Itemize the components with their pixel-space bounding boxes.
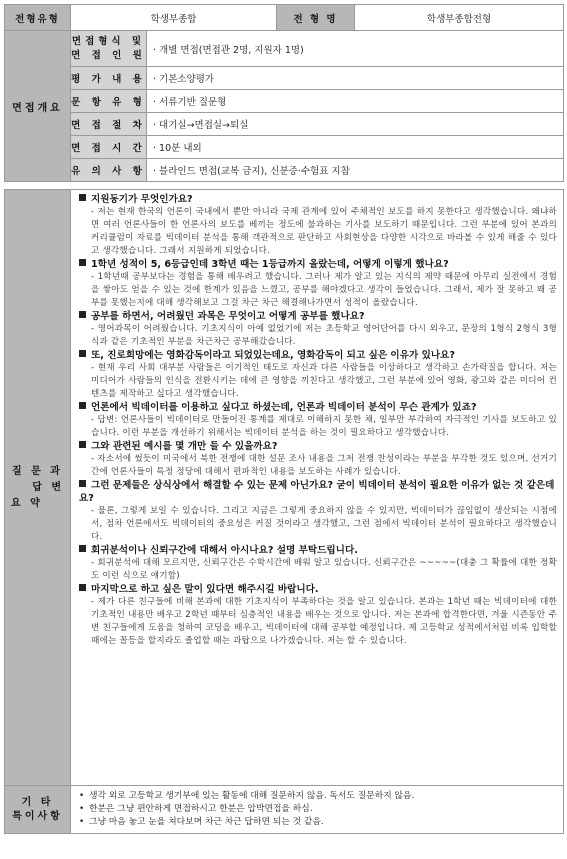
question — [79, 544, 557, 557]
notes-side-label-line: 기 타 — [21, 796, 54, 808]
overview-row-label-line: 면접형식 및 — [71, 35, 146, 47]
square-bullet-icon — [79, 402, 86, 409]
qa-item — [79, 479, 557, 544]
square-bullet-icon — [79, 259, 86, 266]
question-text: 1학년 성적이 5, 6등급인데 3학년 때는 1등급까지 올랐는데, 어떻게 이렇게 했나요? — [91, 259, 449, 270]
overview-row — [5, 90, 564, 113]
notes-row — [5, 786, 564, 834]
overview-row-label: 문 항 유 형 — [71, 90, 147, 113]
notes-content — [71, 786, 564, 834]
type-value: 학생부종합 — [71, 5, 277, 31]
square-bullet-icon — [79, 311, 86, 318]
question-text: 회귀분석이나 신뢰구간에 대해서 아시나요? 설명 부탁드립니다. — [91, 545, 358, 556]
note-text: 한분은 그냥 편안하게 면접하시고 한분은 압박면접을 하심. — [89, 804, 313, 814]
qa-item — [79, 440, 557, 479]
header-row — [5, 5, 564, 31]
square-bullet-icon — [79, 480, 86, 487]
note-item — [79, 816, 555, 829]
notes-side-label — [5, 786, 71, 834]
qa-item — [79, 544, 557, 583]
qa-item — [79, 349, 557, 401]
dot-bullet-icon: • — [79, 804, 85, 814]
overview-row-label: 면 접 시 간 — [71, 136, 147, 159]
square-bullet-icon — [79, 350, 86, 357]
question-text: 그와 관련된 예시를 몇 개만 들 수 있을까요? — [91, 441, 278, 452]
notes-side-label-line: 특이사항 — [12, 810, 63, 822]
answer: - 물론, 그렇게 보일 수 있습니다. 그리고 지금은 그렇게 중요하지 않을 수 있지만, 빅데이터가 끊임없이 생산되는 시점에서, 점차 언론에서도 빅데이터의 중요성은 커질 것이라고 생각했고, 그런 점에서 빅데이터 분석이 필요하다고 생각했습니다. — [91, 506, 558, 542]
question — [79, 258, 557, 271]
overview-row — [5, 113, 564, 136]
question-text: 마지막으로 하고 싶은 말이 있다면 해주시길 바랍니다. — [91, 584, 319, 595]
question — [79, 193, 557, 206]
qa-item — [79, 258, 557, 310]
question — [79, 401, 557, 414]
overview-side-label: 면접개요 — [5, 31, 71, 182]
overview-row-value: · 서류기반 질문형 — [147, 90, 564, 113]
overview-row-label-line: 면 접 인 원 — [71, 49, 146, 61]
qa-item — [79, 310, 557, 349]
qa-item — [79, 193, 557, 258]
name-value: 학생부종합전형 — [355, 5, 564, 31]
interview-record-sheet — [4, 4, 563, 834]
overview-row-label: 평 가 내 용 — [71, 67, 147, 90]
answer: - 제가 다른 친구들에 비해 본과에 대한 기초지식이 부족하다는 것을 알고 있습니다. 본과는 1학년 때는 빅데이터에 대한 기초적인 내용만 배우고 2학년 때부터 심층적인 내용을 배우는 것으로 압니다. 저는 본과에 합격한다면, 겨울 시즌동안 주변 친구들에게 도움을 청하여 코딩을 배우고, 빅데이터에 대해 공부할 예정입니다. 제 고등학교 성적에서처럼 비록 입학할 때에는 꼴등을 할지라도 졸업할 때는 과탑으로 나가겠습니다. 저는 할 수 있습니다. — [91, 597, 558, 646]
overview-row-value: · 대기실→면접실→퇴실 — [147, 113, 564, 136]
overview-row-label: 유 의 사 항 — [71, 159, 147, 182]
name-label: 전 형 명 — [277, 5, 355, 31]
answer: - 1학년때 공부보다는 경험을 통해 배우려고 했습니다. 그러나 제가 알고 있는 지식의 제약 때문에 아무리 실전에서 경험을 쌓아도 얻을 수 있는 것에 한계가 있음을 느꼈고, 공부를 해야겠다고 생각이 들었습니다. 그래서, 제가 잘 못하고 왜 공부를 못했는지에 대해 생각해보고 그걸 차근 차근 해결해나가면서 성적이 올랐습니다. — [91, 272, 558, 308]
answer: - 회귀분석에 대해 모르지만, 신뢰구간은 수학시간에 배워 알고 있습니다. 신뢰구간은 ~~~~~(대충 그 확률에 대한 정확도 이런 식으로 얘기함) — [91, 558, 558, 581]
answer: - 답변: 언론사들이 빅데이터로 만들어진 통계를 제대로 이해하지 못한 채, 일부만 부각하여 자극적인 기사를 보도하고 있습니다. 이런 부분을 개선하기 위해서는 빅데이터 분석을 하는 것이 필요하다고 생각했습니다. — [91, 415, 558, 438]
overview-row — [5, 67, 564, 90]
note-item — [79, 803, 555, 816]
spacer — [5, 182, 564, 190]
answer: - 현재 우리 사회 대부분 사람들은 이기적인 태도로 자신과 다른 사람들을 이상하다고 생각하고 손가락질을 합니다. 저는 미디어가 사람들의 인식을 전환시키는 데에 큰 영향을 끼친다고 생각했고, 그런 부분에 있어 영화, 광고와 같은 미디어 컨텐츠를 제작하고 싶다고 생각했습니다. — [91, 363, 558, 399]
question-text: 지원동기가 무엇인가요? — [91, 194, 193, 205]
question-text: 공부를 하면서, 어려웠던 과목은 무엇이고 어떻게 공부를 했나요? — [91, 311, 365, 322]
square-bullet-icon — [79, 545, 86, 552]
overview-row-value: · 기본소양평가 — [147, 67, 564, 90]
note-item — [79, 790, 555, 803]
overview-row — [5, 159, 564, 182]
overview-row-label — [71, 31, 147, 67]
overview-row — [5, 31, 564, 67]
square-bullet-icon — [79, 584, 86, 591]
question-text: 또, 진로희망에는 영화감독이라고 되었있는데요, 영화감독이 되고 싶은 이유가 있나요? — [91, 350, 455, 361]
qa-side-label — [5, 190, 71, 786]
qa-side-label-line: 답 변 — [32, 481, 64, 493]
qa-side-label-line: 질 문 과 — [12, 465, 63, 477]
qa-row — [5, 190, 564, 786]
square-bullet-icon — [79, 194, 86, 201]
answer: - 영어과목이 어려웠습니다. 기초지식이 아예 없었기에 저는 초등학교 영어단어를 다시 외우고, 문장의 1형식 2형식 3형식과 같은 기초적인 부분을 차근차근 공부해갔습니다. — [91, 324, 558, 347]
question — [79, 479, 557, 505]
qa-item — [79, 401, 557, 440]
qa-content — [71, 190, 564, 786]
interview-table — [4, 4, 564, 834]
overview-row-label: 면 접 절 차 — [71, 113, 147, 136]
answer: - 자소서에 썼듯이 미국에서 북한 전쟁에 대한 설문 조사 내용을 그저 전쟁 찬성이라는 부분을 부각한 것도 있으며, 선거기간에 언론사들이 특정 정당에 대해서 편파적인 내용을 보도하는 사례가 있습니다. — [91, 454, 558, 477]
overview-row-value: · 블라인드 면접(교복 금지), 신분증·수험표 지참 — [147, 159, 564, 182]
question — [79, 440, 557, 453]
qa-side-label-line: 요 약 — [11, 497, 43, 509]
question-text: 언론에서 빅데이터를 이용하고 싶다고 하셨는데, 언론과 빅데이터 분석이 무슨 관계가 있죠? — [91, 402, 477, 413]
dot-bullet-icon: • — [79, 817, 85, 827]
qa-item — [79, 583, 557, 648]
note-text: 생각 외로 고등학교 생기부에 있는 활동에 대해 질문하지 않음. 독서도 질문하지 않음. — [89, 791, 415, 801]
question — [79, 583, 557, 596]
note-text: 그냥 마음 놓고 눈을 쳐다보며 차근 차근 답하면 되는 것 같음. — [89, 817, 324, 827]
overview-row-value: · 개별 면접(면접관 2명, 지원자 1명) — [147, 31, 564, 67]
question — [79, 349, 557, 362]
type-label: 전형유형 — [5, 5, 71, 31]
overview-row-value: · 10분 내외 — [147, 136, 564, 159]
square-bullet-icon — [79, 441, 86, 448]
spacer-row — [5, 182, 564, 190]
question — [79, 310, 557, 323]
overview-row — [5, 136, 564, 159]
dot-bullet-icon: • — [79, 791, 85, 801]
answer: - 저는 현재 한국의 언론이 국내에서 뿐만 아니라 국제 관계에 있어 주체적인 보도를 하지 못한다고 생각했습니다. 왜냐하면 여러 언론사들이 한 언론사의 보도를 베끼는 정도에 불과하는 기사를 보도하기 때문입니다. 그런 부분에 있어 본과의 커리큘럼이 자료를 빅데이터 분석을 통해 객관적으로 판단하고 사회현상을 다양한 시각으로 바라볼 수 있게 해줄 수 있다고 생각했습니다. 그래서 지원하게 되었습니다. — [91, 207, 558, 256]
question-text: 그런 문제들은 상식상에서 해결할 수 있는 문제 아닌가요? 굳이 빅데이터 분석이 필요한 이유가 없는 것 같은데요? — [79, 480, 555, 504]
